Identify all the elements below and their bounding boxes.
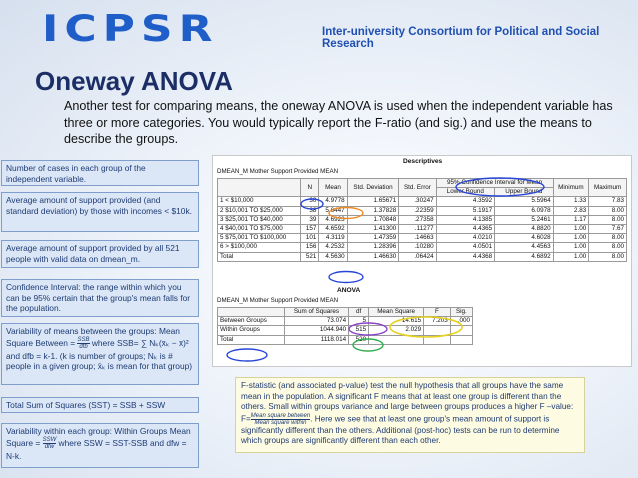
table-cell: .22359 (399, 206, 436, 215)
note-total-ss: Total Sum of Squares (SST) = SSB + SSW (1, 397, 199, 413)
page-title: Oneway ANOVA (35, 66, 233, 96)
table-row (218, 252, 627, 261)
column-header: Std. Error (399, 179, 436, 197)
table-row (218, 215, 627, 224)
row-label: 2 $10,001 TO $25,000 (218, 206, 301, 215)
anova-table (217, 307, 473, 345)
note-within-a: Variability within each group: Within Groups Mean Square = (6, 426, 191, 448)
table-cell: .10280 (399, 243, 436, 252)
spss-output (212, 155, 632, 367)
row-label: 4 $40,001 TO $75,000 (218, 224, 301, 233)
table-row (218, 224, 627, 233)
table-row (218, 317, 473, 326)
table-cell: 4.1385 (436, 215, 495, 224)
table-cell: 1.46630 (347, 252, 399, 261)
descriptives-title: Descriptives (403, 158, 443, 165)
table-cell: 73.074 (284, 317, 348, 326)
table-row (218, 197, 627, 206)
f-fraction (251, 413, 310, 426)
column-header (218, 308, 285, 317)
table-cell: 5.5964 (495, 197, 554, 206)
fraction-num: SSB (77, 336, 90, 343)
note-group-mean: Average amount of support provided (and standard deviation) by those with incomes < $10k. (1, 192, 199, 232)
table-cell: 156 (301, 243, 319, 252)
column-header: Minimum (553, 179, 589, 197)
f-fraction-den: Mean square within (254, 419, 307, 426)
descriptives-table (217, 178, 627, 262)
table-cell: 4.0210 (436, 234, 495, 243)
table-cell: 4.4563 (495, 243, 554, 252)
anova-variable: DMEAN_M Mother Support Provided MEAN (217, 297, 339, 304)
note-within-groups (1, 423, 199, 468)
table-cell: 1.37828 (347, 206, 399, 215)
table-cell (450, 335, 472, 344)
table-cell: 4.4368 (436, 252, 495, 261)
descriptives-variable: DMEAN_M Mother Support Provided MEAN (217, 168, 339, 175)
table-cell: 5.2461 (495, 215, 554, 224)
table-row (218, 234, 627, 243)
table-cell: 8.00 (589, 243, 627, 252)
table-cell: .27358 (399, 215, 436, 224)
table-cell (424, 335, 451, 344)
f-fraction-num: Mean square between (250, 412, 311, 419)
table-cell: 8.00 (589, 215, 627, 224)
table-cell: 1.33 (553, 197, 589, 206)
row-label: Total (218, 252, 301, 261)
column-header: Std. Deviation (347, 179, 399, 197)
column-header: Mean (319, 179, 347, 197)
column-header: Lower Bound (436, 188, 495, 197)
tagline: Inter-university Consortium for Political and Social Research (322, 26, 600, 50)
note-confidence-interval: Confidence Interval: the range within which you can be 95% certain that the group's mean falls for the population. (1, 279, 199, 317)
table-cell: 4.3592 (436, 197, 495, 206)
table-cell: 1118.014 (284, 335, 348, 344)
table-cell: 1.28396 (347, 243, 399, 252)
table-cell: 30 (301, 197, 319, 206)
table-cell: 4.6028 (495, 234, 554, 243)
fraction-num: SSW (42, 436, 57, 443)
table-cell: 1.17 (553, 215, 589, 224)
anova-title: ANOVA (337, 287, 361, 294)
table-cell: 1.65671 (347, 197, 399, 206)
table-cell: 1.00 (553, 224, 589, 233)
table-cell: 4.5630 (319, 252, 347, 261)
table-cell: .06424 (399, 252, 436, 261)
table-cell: 6.0978 (495, 206, 554, 215)
table-cell: 1.00 (553, 234, 589, 243)
row-label: 6 > $100,000 (218, 243, 301, 252)
table-cell: 1.00 (553, 252, 589, 261)
column-header: Sig. (450, 308, 472, 317)
table-cell: 101 (301, 234, 319, 243)
row-label: 1 < $10,000 (218, 197, 301, 206)
table-cell: .000 (450, 317, 472, 326)
row-label: Between Groups (218, 317, 285, 326)
table-cell: 4.6923 (319, 215, 347, 224)
table-cell: .11277 (399, 224, 436, 233)
note-cases: Number of cases in each group of the independent variable. (1, 160, 199, 186)
table-cell: 4.8820 (495, 224, 554, 233)
table-cell: 7.203 (424, 317, 451, 326)
table-cell: 515 (349, 326, 369, 335)
icpsr-logo: ICPSR (42, 8, 219, 50)
callout-text-a: F-statistic (and associated p-value) test the null hypothesis that all groups have the same mean in the population. A significant F means that at least one group is different than the others. Small within groups variance and large between groups produces a higher F –value: F= (241, 381, 574, 424)
f-statistic-callout (235, 377, 585, 453)
table-cell: 38 (301, 206, 319, 215)
note-between-a: Variability of means between the groups: Mean Square Between = (6, 326, 180, 348)
note-total-mean: Average amount of support provided by all 521 people with valid data on dmean_m. (1, 240, 199, 268)
header-row (218, 179, 627, 188)
table-cell: 7.67 (589, 224, 627, 233)
table-cell: 1.00 (553, 243, 589, 252)
table-row (218, 243, 627, 252)
table-cell: 4.4365 (436, 224, 495, 233)
table-cell (369, 335, 424, 344)
column-header: Upper Bound (495, 188, 554, 197)
table-cell: 4.3119 (319, 234, 347, 243)
fraction-ssb-dfb (77, 337, 89, 351)
table-cell: 2.83 (553, 206, 589, 215)
table-cell: 8.00 (589, 206, 627, 215)
table-cell: 4.2532 (319, 243, 347, 252)
table-cell: 4.6592 (319, 224, 347, 233)
table-cell: 5 (349, 317, 369, 326)
table-cell: 39 (301, 215, 319, 224)
table-row (218, 326, 473, 335)
table-cell: 520 (349, 335, 369, 344)
fraction-ssw-dfw (43, 437, 57, 451)
table-cell: 7.83 (589, 197, 627, 206)
table-cell: 1.70848 (347, 215, 399, 224)
ci-header: 95% Confidence Interval for Mean (436, 179, 553, 188)
note-within-b: where SSW = SST-SSB and dfw = N-k. (6, 437, 187, 461)
table-cell (424, 326, 451, 335)
table-cell: .30247 (399, 197, 436, 206)
callout-text-b: . Here we see that at least one group's mean amount of support is significantly different than the others. Additional (post-hoc) tests can be run to determine which groups are significantly different than each other. (241, 414, 560, 446)
row-label: 5 $75,001 TO $100,000 (218, 234, 301, 243)
table-row (218, 335, 473, 344)
table-cell: 1.41300 (347, 224, 399, 233)
table-cell: 2.029 (369, 326, 424, 335)
row-label: Total (218, 335, 285, 344)
column-header: Maximum (589, 179, 627, 197)
fraction-den: dfw (44, 444, 55, 451)
table-cell: 5.6447 (319, 206, 347, 215)
column-header: df (349, 308, 369, 317)
table-cell: 4.6892 (495, 252, 554, 261)
table-cell: 5.1917 (436, 206, 495, 215)
table-cell: 8.00 (589, 252, 627, 261)
table-cell: 521 (301, 252, 319, 261)
fraction-den: dfb (79, 344, 88, 351)
table-cell: 4.0501 (436, 243, 495, 252)
header-row (218, 308, 473, 317)
table-cell: 14.615 (369, 317, 424, 326)
note-between-groups (1, 323, 199, 385)
table-cell (450, 326, 472, 335)
column-header: Sum of Squares (284, 308, 348, 317)
table-cell: 157 (301, 224, 319, 233)
row-label: Within Groups (218, 326, 285, 335)
table-cell: 1044.940 (284, 326, 348, 335)
column-header (218, 179, 301, 197)
table-cell: .14663 (399, 234, 436, 243)
column-header: N (301, 179, 319, 197)
table-cell: 4.9778 (319, 197, 347, 206)
row-label: 3 $25,001 TO $40,000 (218, 215, 301, 224)
column-header: F (424, 308, 451, 317)
table-cell: 1.47359 (347, 234, 399, 243)
intro-text: Another test for comparing means, the oneway ANOVA is used when the independent variable has three or more categories. You would typically report the F-ratio (and sig.) and use the means to describe the groups. (64, 99, 613, 146)
table-row (218, 206, 627, 215)
note-between-b: where SSB= ∑ Nₖ(x̄ₖ − x̄)² and dfb = k-1. (k is number of groups; Nₖ is # people in a given group; x̄ₖ is mean for that group) (6, 337, 193, 372)
table-cell: 8.00 (589, 234, 627, 243)
column-header: Mean Square (369, 308, 424, 317)
